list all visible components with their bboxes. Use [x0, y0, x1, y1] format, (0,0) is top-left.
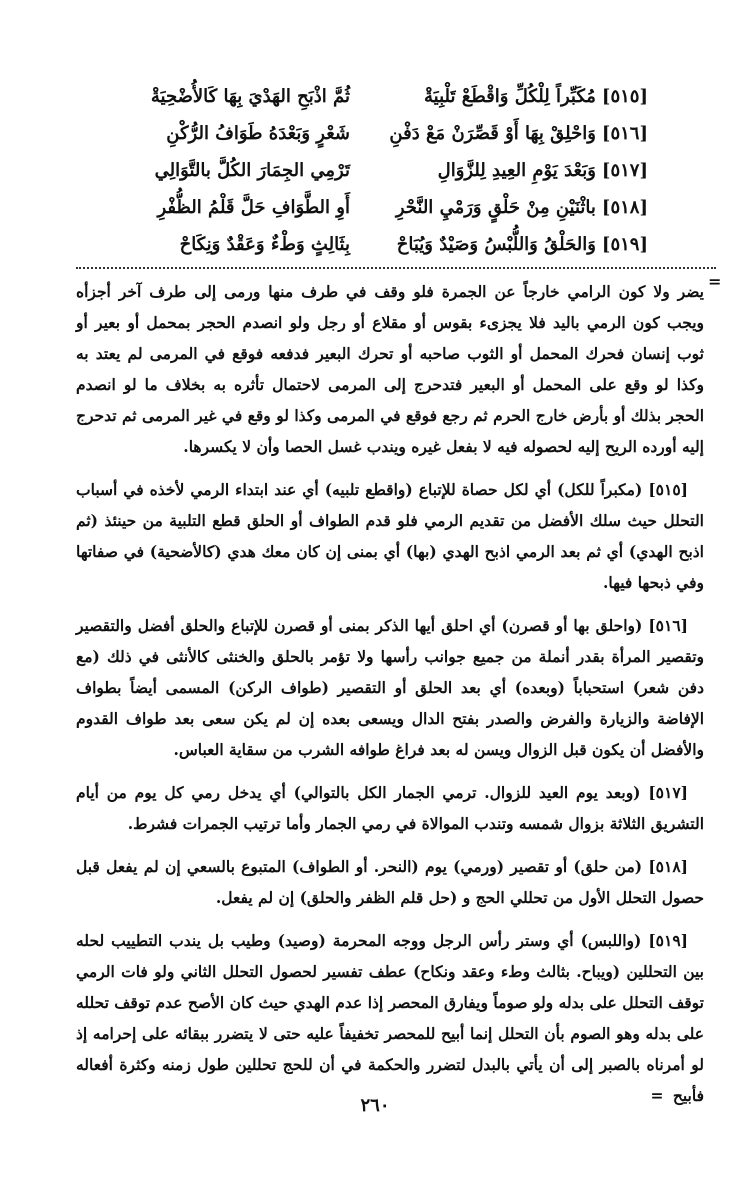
continuation-mark-end: =: [650, 1086, 664, 1105]
verse-line: [98, 152, 648, 189]
continuation-mark: =: [708, 272, 722, 291]
verse-number: [٥١٦]: [601, 123, 648, 144]
verse-number: [٥١٧]: [601, 160, 648, 181]
commentary-paragraph: [٥١٦] (واحلق بها أو قصرن) أي احلق أيها الذكر بمنى أو قصرن للإتباع والحلق أفضل والتقصير وتقصير المرأة بقدر أنملة من جميع جوانب رأسها ولا تؤمر بالحلق والخنثى كالأنثى في ذلك (مع دفن شعر) استحباباً (وبعده) أي بعد الحلق أو التقصير (طواف الركن) المسمى أيضاً بطواف الإفاضة والزيارة والفرض والصدر بفتح الدال ويسعى بعده إن لم يكن سعى بعد طواف القدوم والأفضل أن يكون قبل الزوال ويسن له بعد فراغ طوافه الشرب من سقاية العباس.: [76, 616, 704, 759]
commentary-text: [76, 276, 704, 1123]
verse-line: [98, 226, 648, 263]
commentary-paragraph: يضر ولا كون الرامي خارجاً عن الجمرة فلو وقف في طرف منها ورمى إلى طرف آخر أجزأه ويجب كون الرمي باليد فلا يجزىء بقوس أو مقلاع أو رجل ولو انصدم الحجر بمحمل أو بعير أو ثوب إنسان فحرك المحمل أو الثوب صاحبه أو تحرك البعير فدفعه فوقع في المرمى لم يعتد به وكذا لو وقع على المحمل أو البعير فتدحرج إلى المرمى لاحتمال تأثره به بخلاف ما لو انصدم الحجر بذلك أو بأرض خارج الحرم ثم رجع فوقع في المرمى وكذا لو وقع في غير المرمى ثم تدحرج إليه أورده الريح إليه لحصوله فيه لا بفعل غيره ويندب غسل الحصا وأن لا يكسرها.: [76, 282, 704, 456]
verse-line: [98, 115, 648, 152]
commentary-paragraph: [٥١٩] (واللبس) أي وستر رأس الرجل ووجه المحرمة (وصيد) وطيب بل يندب التطييب لحله بين التحللين (ويباح. بثالث وطء وعقد ونكاح) عطف تفسير لحصول التحلل الثاني ولو فات الرمي توقف التحلل على بدله ولو صوماً ويفارق المحصر إذا عدم الهدي حيث كان الأصح عدم توقف تحلله على بدله وهو الصوم بأن التحلل إنما أبيح للمحصر تخفيفاً عليه حتى لا يتضرر ببقائه على إحرامه إذ لو أمرناه بالصبر إلى أن يأتي بالبدل لتضرر والحكمة في أن للحج تحللين طول زمنه وكثرة أفعاله فأبيح =: [76, 931, 704, 1105]
verse-second-hemistich: بِثَالِثٍ وَطْءٌ وَعَقْدٌ وَنِكَاحْ: [179, 234, 350, 255]
verse-first-hemistich: [٥١٧]وَبَعْدَ يَوْمِ العِيدِ لِلزَّوَالِ: [437, 160, 648, 181]
verse-block: [98, 78, 648, 263]
verse-number: [٥١٨]: [601, 197, 648, 218]
verse-second-hemistich: ثُمَّ اذْبَحِ الهَدْيَ بِهَا كَالأُضْحِيَةْ: [150, 86, 350, 107]
commentary-paragraph: [٥١٥] (مكبراً للكل) أي لكل حصاة للإتباع (واقطع تلبيه) أي عند ابتداء الرمي لأخذه في أسباب التحلل حيث سلك الأفضل من تقديم الرمي فلو قدم الطواف أو الحلق قطع التلبية من حينئذ (ثم اذبح الهدي) أي ثم بعد الرمي اذبح الهدي (بها) أي بمنى إن كان معك هدي (كالأضحية) في صفاتها وفي ذبحها فيها.: [76, 480, 704, 592]
verse-second-hemistich: شَعْرٍ وَبَعْدَهُ طَوَافُ الرُّكْنِ: [166, 123, 350, 144]
verse-line: [98, 78, 648, 115]
dotted-divider: [76, 267, 716, 269]
verse-second-hemistich: أَوِ الطَّوَافِ حَلَّ قَلْمُ الظُّفْرِ: [157, 197, 350, 218]
commentary-paragraph: [٥١٨] (من حلق) أو تقصير (ورمي) يوم (النحر. أو الطواف) المتبوع بالسعي إن لم يفعل قبل حصول التحلل الأول من تحللي الحج و (حل قلم الظفر والحلق) إن لم يفعل.: [76, 857, 704, 907]
verse-number: [٥١٥]: [601, 86, 648, 107]
page-number: ٢٦٠: [360, 1095, 390, 1116]
verse-first-hemistich: [٥١٨]باثْنَيْنِ مِنْ حَلْقٍ وَرَمْيِ النَّحْرِ: [395, 197, 648, 218]
verse-number: [٥١٩]: [601, 234, 648, 255]
verse-first-hemistich: [٥١٩]وَالحَلْقُ وَاللُّبْسُ وَصَيْدٌ وَيُبَاحْ: [396, 234, 648, 255]
verse-line: [98, 189, 648, 226]
commentary-paragraph: [٥١٧] (وبعد يوم العيد للزوال. ترمي الجمار الكل بالتوالي) أي يدخل رمي كل يوم من أيام التشريق الثلاثة بزوال شمسه وتندب الموالاة في رمي الجمار وأما ترتيب الجمرات فشرط.: [76, 783, 704, 833]
verse-first-hemistich: [٥١٦]وَاحْلِقْ بِهَا أَوْ قَصِّرَنْ مَعْ دَفْنِ: [389, 123, 648, 144]
verse-first-hemistich: [٥١٥]مُكَبِّراً لِلْكُلِّ وَاقْطَعْ تَلْبِيَةْ: [424, 86, 648, 107]
verse-second-hemistich: تَرْمِي الجِمَارَ الكُلَّ بالتَّوَالِي: [154, 160, 350, 181]
